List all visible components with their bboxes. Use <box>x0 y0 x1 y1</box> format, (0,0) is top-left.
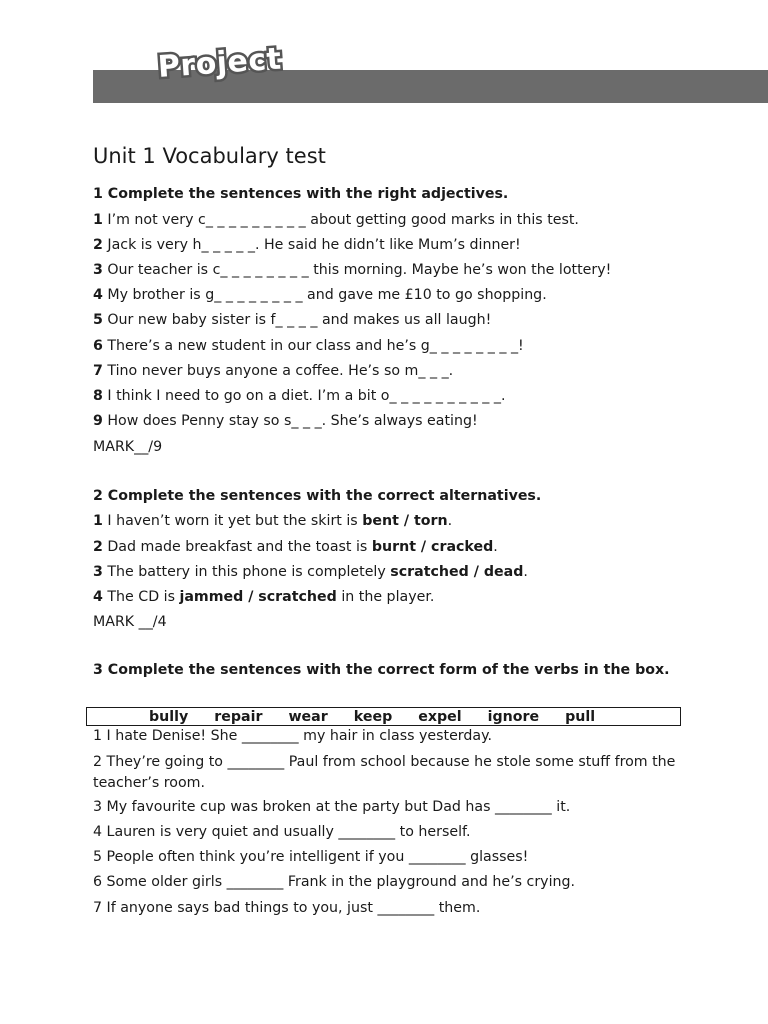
exercise-3-item: 3 My favourite cup was broken at the party but Dad has ________ it. <box>93 799 571 815</box>
item-number: 3 <box>93 564 103 580</box>
item-text: I think I need to go on a diet. I’m a bit o_ _ _ _ _ _ _ _ _ _. <box>102 388 506 404</box>
item-number: 8 <box>93 388 103 404</box>
item-text: Tino never buys anyone a coffee. He’s so m_ _ _. <box>102 363 454 379</box>
item-number: 7 <box>93 363 103 379</box>
item-alternatives: bent / torn <box>362 513 448 529</box>
item-number: 1 <box>93 212 103 228</box>
item-number: 2 <box>93 539 103 555</box>
exercise-2-heading: 2 Complete the sentences with the correct alternatives. <box>93 488 542 504</box>
exercise-2-item <box>93 588 434 606</box>
item-number: 6 <box>93 338 103 354</box>
exercise-1-item <box>93 236 521 254</box>
item-text-after: in the player. <box>336 589 435 605</box>
item-number: 4 <box>93 287 103 303</box>
verb-box <box>86 707 681 726</box>
exercise-1-item <box>93 286 547 304</box>
item-text: How does Penny stay so s_ _ _. She’s always eating! <box>102 413 478 429</box>
item-text-before: Dad made breakfast and the toast is <box>102 539 372 555</box>
item-text: Jack is very h_ _ _ _ _. He said he didn’t like Mum’s dinner! <box>102 237 521 253</box>
verb-word: expel <box>418 708 462 725</box>
exercise-2-item <box>93 563 528 581</box>
item-number: 9 <box>93 413 103 429</box>
exercise-3-heading: 3 Complete the sentences with the correct form of the verbs in the box. <box>93 662 670 678</box>
item-text-before: The CD is <box>102 589 180 605</box>
verb-word: keep <box>353 708 393 725</box>
exercise-3-item: 6 Some older girls ________ Frank in the playground and he’s crying. <box>93 874 576 890</box>
exercise-1-item <box>93 412 478 430</box>
item-number: 5 <box>93 312 103 328</box>
exercise-1-item <box>93 362 453 380</box>
verb-word: ignore <box>487 708 540 725</box>
exercise-2-item <box>93 538 498 556</box>
item-text: There’s a new student in our class and he’s g_ _ _ _ _ _ _ _! <box>102 338 524 354</box>
exercise-3-item: 7 If anyone says bad things to you, just ________ them. <box>93 900 481 916</box>
item-text: My brother is g_ _ _ _ _ _ _ _ and gave me £10 to go shopping. <box>102 287 547 303</box>
item-number: 3 <box>93 262 103 278</box>
exercise-3-item: 5 People often think you’re intelligent if you ________ glasses! <box>93 849 529 865</box>
exercise-1-item <box>93 311 491 329</box>
logo-text: Project <box>156 41 283 86</box>
exercise-1-item <box>93 387 506 405</box>
item-text: Our new baby sister is f_ _ _ _ and makes us all laugh! <box>102 312 492 328</box>
exercise-1-item <box>93 211 579 229</box>
exercise-1-mark: MARK__/9 <box>93 439 163 455</box>
item-text-before: The battery in this phone is completely <box>102 564 391 580</box>
item-text-after: . <box>523 564 528 580</box>
exercise-1-item <box>93 261 611 279</box>
exercise-3-item: 2 They’re going to ________ Paul from school because he stole some stuff from the teacher’s room. <box>93 754 676 791</box>
page-title: Unit 1 Vocabulary test <box>93 144 326 168</box>
exercise-3-item: 4 Lauren is very quiet and usually ________ to herself. <box>93 824 471 840</box>
verb-word: bully <box>149 708 189 725</box>
exercise-1-item <box>93 337 524 355</box>
item-number: 1 <box>93 513 103 529</box>
verb-word: wear <box>288 708 328 725</box>
item-text: Our teacher is c_ _ _ _ _ _ _ _ this morning. Maybe he’s won the lottery! <box>102 262 612 278</box>
verb-word: repair <box>214 708 263 725</box>
item-alternatives: scratched / dead <box>390 564 524 580</box>
exercise-3-item: 1 I hate Denise! She ________ my hair in class yesterday. <box>93 728 492 744</box>
item-text-after: . <box>447 513 453 529</box>
item-number: 4 <box>93 589 103 605</box>
item-text: I’m not very c_ _ _ _ _ _ _ _ _ about getting good marks in this test. <box>102 212 579 228</box>
item-alternatives: jammed / scratched <box>179 589 337 605</box>
exercise-1-heading: 1 Complete the sentences with the right adjectives. <box>93 186 509 202</box>
item-alternatives: burnt / cracked <box>371 539 494 555</box>
exercise-2-item <box>93 512 452 530</box>
exercise-2-mark: MARK __/4 <box>93 614 167 630</box>
item-number: 2 <box>93 237 103 253</box>
verb-word: pull <box>565 708 596 725</box>
project-logo <box>157 41 284 96</box>
item-text-after: . <box>493 539 498 555</box>
item-text-before: I haven’t worn it yet but the skirt is <box>102 513 363 529</box>
